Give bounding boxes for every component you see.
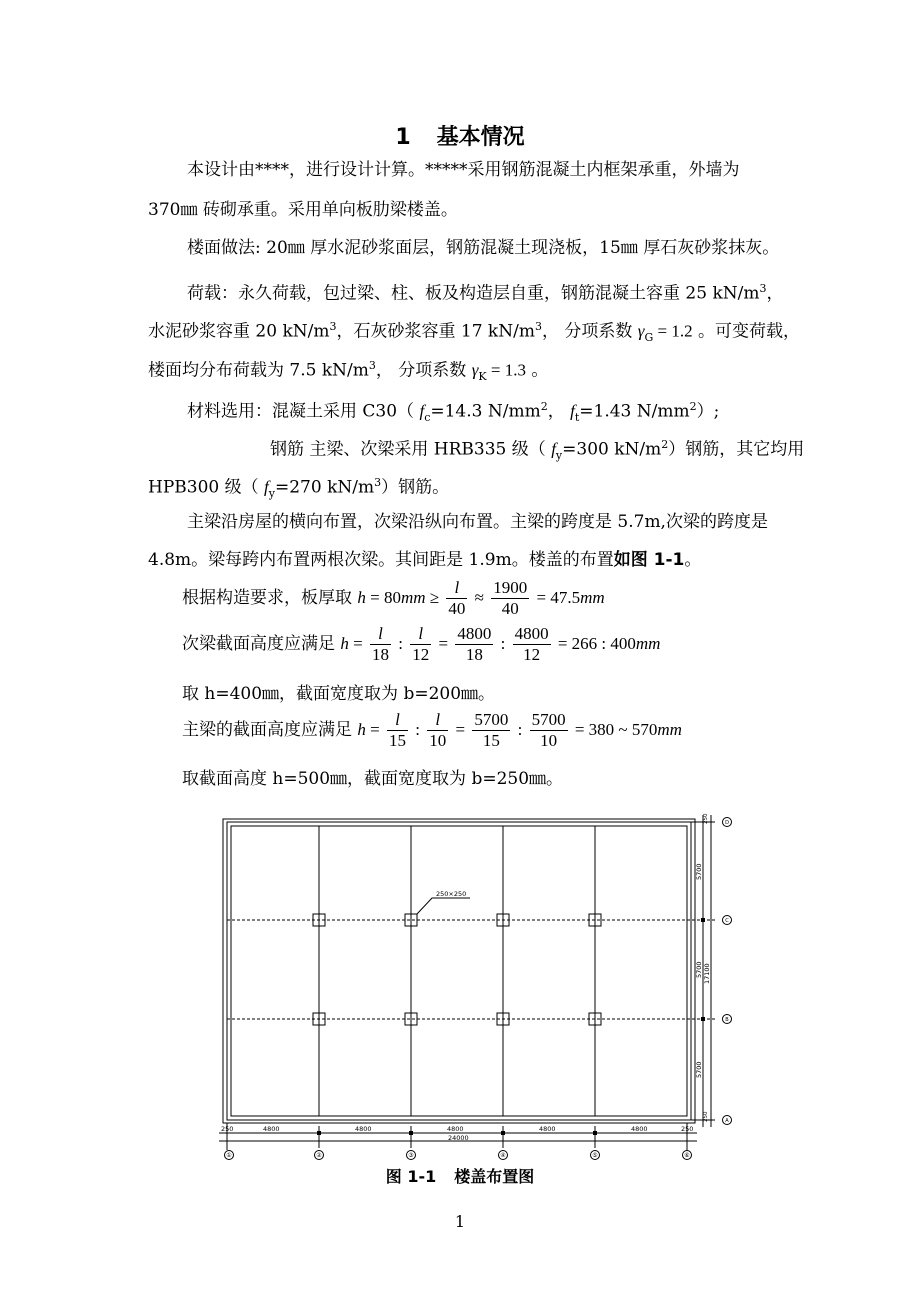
axis-label-6: ⑥ <box>684 1152 690 1159</box>
outer-wall-line <box>223 819 695 1123</box>
dim-bay-2: 4800 <box>355 1125 372 1133</box>
para-main-beam-size: 取截面高度 h=500㎜，截面宽度取为 b=250㎜。 <box>182 769 564 789</box>
dim-bay-3: 4800 <box>447 1125 464 1133</box>
para-intro-line2: 370㎜ 砖砌承重。采用单向板肋梁楼盖。 <box>148 200 458 220</box>
para-intro-line1: 本设计由****，进行设计计算。*****采用钢筋混凝土内框架承重，外墙为 <box>187 160 740 180</box>
para-floor-finish: 楼面做法: 20㎜ 厚水泥砂浆面层，钢筋混凝土现浇板，15㎜ 厚石灰砂浆抹灰。 <box>187 238 780 258</box>
formula-main-beam-height: 主梁的截面高度应满足 h = $\frac{l}{15}$ : $\frac{l}{10}$ = $\frac{5700}{15}$ : $\frac{5700}{10}$ = 380 ~ 570mm <box>182 710 682 750</box>
dim-edge-left: 250 <box>221 1125 234 1133</box>
formula-slab-thickness: 根据构造要求，板厚取 h = 80mm ≥ $\frac{l}{40}$ ≈ $\frac{1900}{40}$ = 47.5mm <box>182 578 605 618</box>
axis-label-d: D <box>725 820 729 826</box>
dim-bay-5: 4800 <box>631 1125 648 1133</box>
dim-total-height: 17100 <box>703 963 711 984</box>
axis-label-4: ④ <box>500 1152 506 1159</box>
dim-edge-right: 250 <box>681 1125 694 1133</box>
axis-label-a: A <box>725 1118 729 1124</box>
column-size-label: 250×250 <box>436 890 467 898</box>
axis-label-c: C <box>725 918 729 924</box>
figure-caption <box>0 1164 920 1187</box>
para-material-line1: 材料选用：混凝土采用 C30（ $f_c=14.3$ $N/mm^2$， $f_t=1.43$ $N/mm^2$）; <box>187 400 720 425</box>
para-load-line3: 楼面均分布荷载为 7.5 $kN/m^3$， 分项系数 $\gamma_K = 1.3$ 。 <box>148 359 549 384</box>
para-beam-layout-line2: 4.8m。梁每跨内布置两根次梁。其间距是 1.9m。楼盖的布置如图 1-1。 <box>148 550 702 570</box>
para-beam-layout-line1: 主梁沿房屋的横向布置，次梁沿纵向布置。主梁的跨度是 5.7m,次梁的跨度是 <box>187 512 768 532</box>
para-secondary-beam-size: 取 h=400㎜，截面宽度取为 b=200㎜。 <box>182 684 496 704</box>
para-material-line3: HPB300 级（ $f_y=270$ $kN/m^3$）钢筋。 <box>148 476 450 501</box>
axis-label-b: B <box>725 1017 729 1023</box>
dim-edge-top: 250 <box>703 813 709 824</box>
para-load-line2: 水泥砂浆容重 20 $kN/m^3$，石灰砂浆容重 17 $kN/m^3$， 分项系数 $\gamma_G = 1.2$ 。可变荷载， <box>148 320 800 345</box>
figure-caption-id: 图 1-1 <box>385 1167 437 1186</box>
para-load-line1: 荷载：永久荷载，包过梁、柱、板及构造层自重，钢筋混凝土容重 25 $kN/m^3$， <box>187 282 784 304</box>
page-number: 1 <box>454 1212 466 1231</box>
axis-label-5: ⑤ <box>592 1152 598 1159</box>
para-material-line2: 钢筋 主梁、次梁采用 HRB335 级（ $f_y=300$ $kN/m^2$）钢筋，其它均用 <box>270 438 805 463</box>
dim-bay-4: 4800 <box>539 1125 556 1133</box>
section-title: 基本情况 <box>436 125 525 150</box>
dim-total-width: 24000 <box>448 1134 469 1142</box>
axis-label-2: ② <box>316 1152 322 1159</box>
dim-bay-1: 4800 <box>263 1125 280 1133</box>
column-label-leader <box>417 898 470 914</box>
wall-line-3 <box>231 826 687 1116</box>
dim-span-1: 5700 <box>695 863 703 880</box>
figure-caption-title: 楼盖布置图 <box>454 1167 535 1186</box>
section-number: 1 <box>395 125 411 150</box>
formula-secondary-beam-height: 次梁截面高度应满足 h = $\frac{l}{18}$ : $\frac{l}{12}$ = $\frac{4800}{18}$ : $\frac{4800}{12}$ = 266 : 400mm <box>182 624 661 664</box>
dim-edge-bottom: 250 <box>703 1111 709 1122</box>
axis-label-1: ① <box>226 1152 232 1159</box>
wall-line-2 <box>227 822 691 1120</box>
axis-label-3: ③ <box>408 1152 414 1159</box>
dim-span-2: 5700 <box>695 961 703 978</box>
dim-span-3: 5700 <box>695 1061 703 1078</box>
